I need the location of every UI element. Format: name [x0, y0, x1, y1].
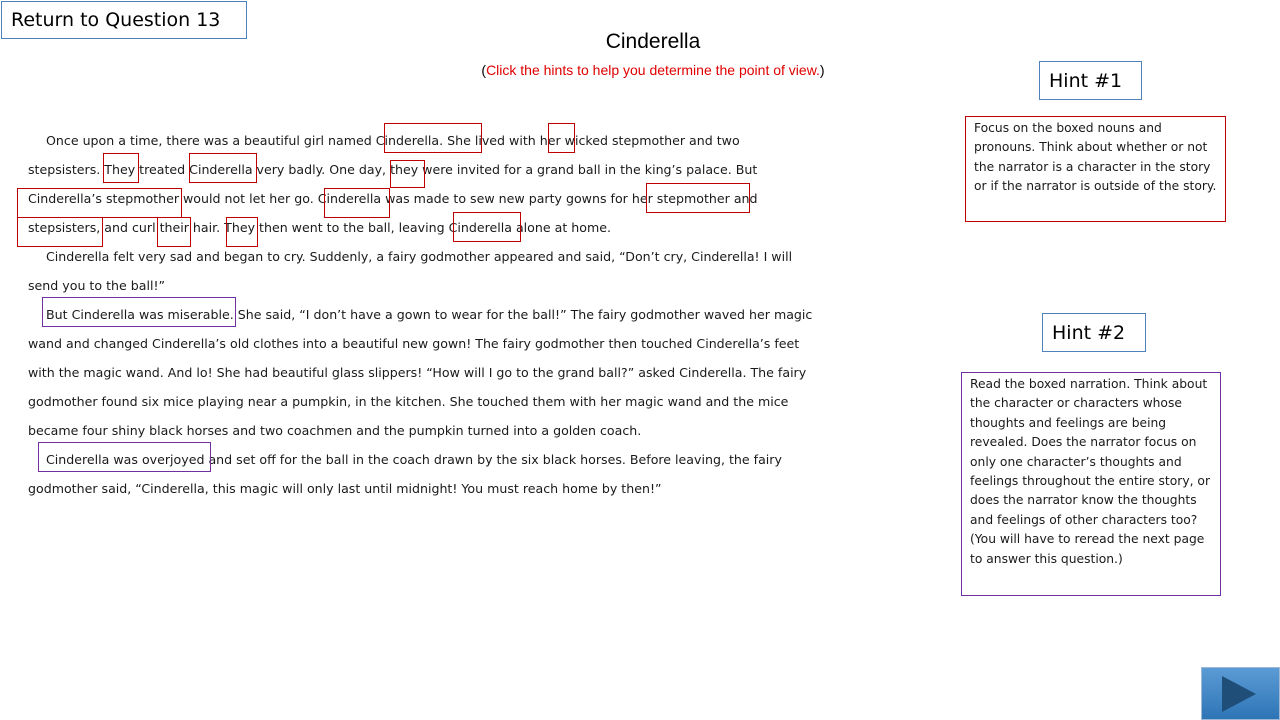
story-line: Once upon a time, there was a beautiful girl named Cinderella. She lived with her wicked stepmother and two: [46, 133, 740, 148]
play-arrow-icon: [1202, 668, 1279, 719]
next-page-button[interactable]: [1201, 667, 1280, 720]
hint-2-button[interactable]: Hint #2: [1042, 313, 1146, 352]
return-to-question-button[interactable]: Return to Question 13: [1, 1, 247, 39]
story-line: Cinderella felt very sad and began to cry. Suddenly, a fairy godmother appeared and said, “Don’t cry, Cinderella! I will: [46, 249, 793, 264]
story-line: became four shiny black horses and two coachmen and the pumpkin turned into a golden coach.: [28, 423, 642, 438]
hint-1-button[interactable]: Hint #1: [1039, 61, 1142, 100]
subtitle-open-paren: (: [481, 62, 487, 78]
story-line: send you to the ball!”: [28, 278, 166, 293]
story-line: Cinderella was overjoyed and set off for the ball in the coach drawn by the six black horses. Before leaving, the fairy: [46, 452, 782, 467]
story-line: Cinderella’s stepmother would not let her go. Cinderella was made to sew new party gowns for her stepmother and: [28, 191, 758, 206]
story-line: wand and changed Cinderella’s old clothes into a beautiful new gown! The fairy godmother then touched Cinderella’s feet: [28, 336, 800, 351]
story-line: godmother found six mice playing near a pumpkin, in the kitchen. She touched them with her magic wand and the mice: [28, 394, 789, 409]
hint-2-text-box: Read the boxed narration. Think about the character or characters whose thoughts and feelings are being revealed. Does the narrator focus on only one character’s thoughts and feelings throughout the entire story, or does the narrator know the thoughts and feelings of other characters too? (You will have to reread the next page to answer this question.): [961, 372, 1221, 596]
story-line: godmother said, “Cinderella, this magic will only last until midnight! You must reach home by then!”: [28, 481, 662, 496]
story-line: But Cinderella was miserable. She said, “I don’t have a gown to wear for the ball!” The fairy godmother waved her magic: [46, 307, 813, 322]
hint-1-text-box: Focus on the boxed nouns and pronouns. Think about whether or not the narrator is a character in the story or if the narrator is outside of the story.: [965, 116, 1226, 222]
subtitle-text: Click the hints to help you determine the point of view.: [486, 62, 820, 78]
story-text: [28, 126, 848, 503]
story-line: with the magic wand. And lo! She had beautiful glass slippers! “How will I go to the grand ball?” asked Cinderella. The fairy: [28, 365, 807, 380]
story-line: stepsisters, and curl their hair. They then went to the ball, leaving Cinderella alone at home.: [28, 220, 611, 235]
subtitle-close-paren: ): [819, 62, 825, 78]
story-line: stepsisters. They treated Cinderella very badly. One day, they were invited for a grand ball in the king’s palace. But: [28, 162, 758, 177]
story-title: Cinderella: [605, 30, 701, 53]
